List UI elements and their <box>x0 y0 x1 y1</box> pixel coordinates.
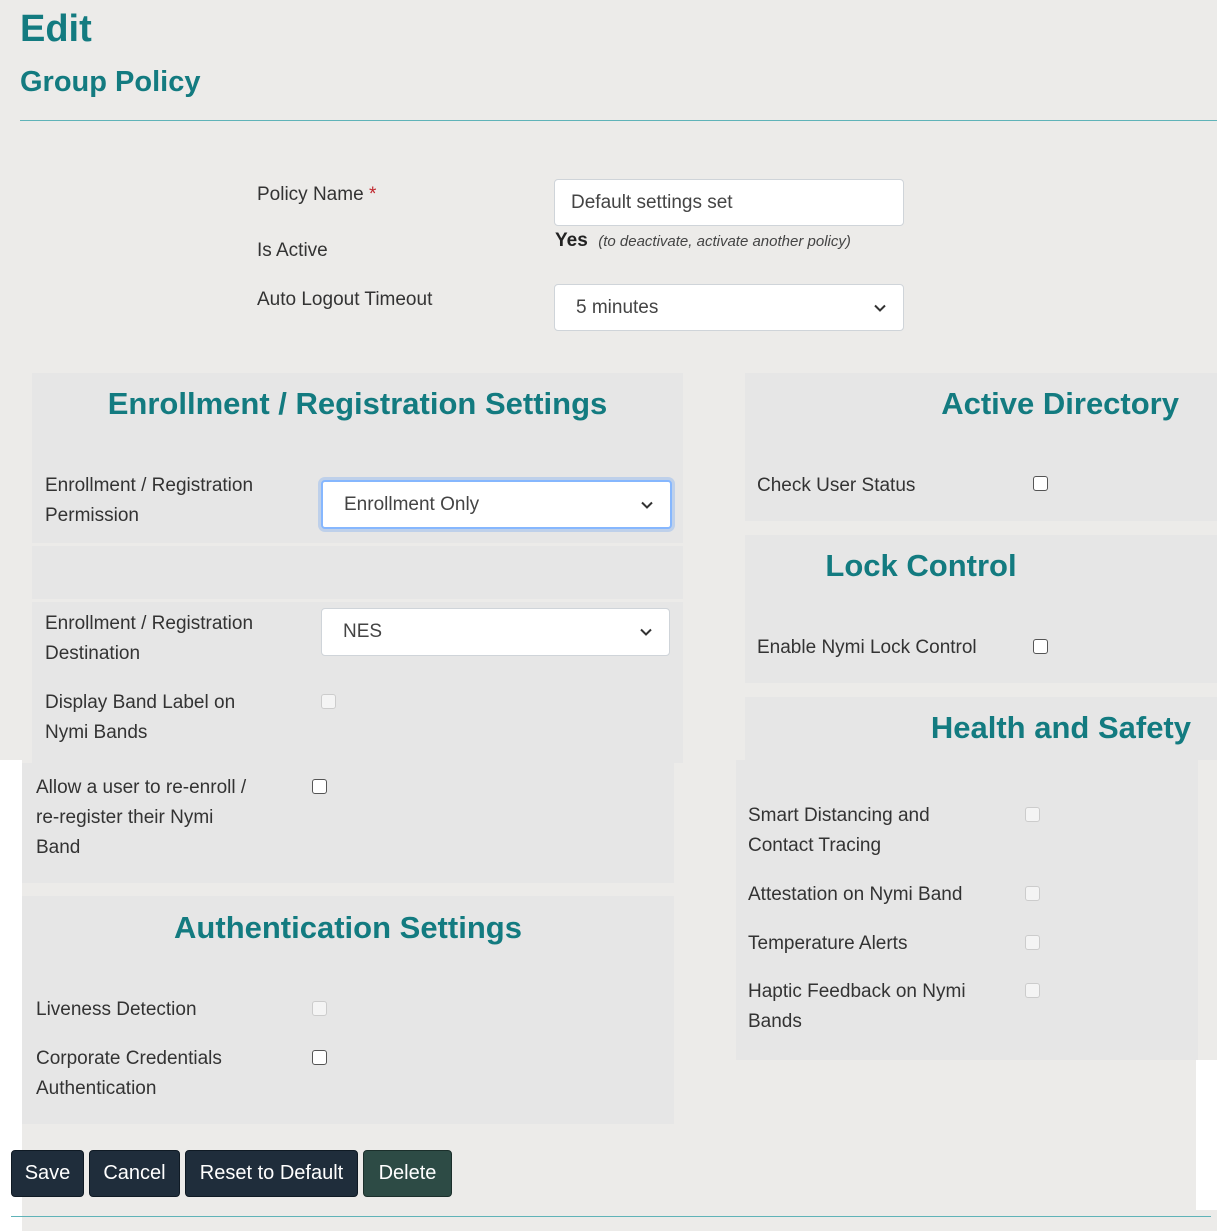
policy-name-input[interactable] <box>554 179 904 226</box>
check-user-status-label: Check User Status <box>757 475 916 496</box>
enrollment-destination-value: NES <box>343 621 383 642</box>
is-active-label: Is Active <box>257 240 328 261</box>
required-mark: * <box>368 184 377 205</box>
is-active-note: (to deactivate, activate another policy) <box>598 233 851 250</box>
cancel-button[interactable]: Cancel <box>89 1150 180 1197</box>
is-active-status <box>555 230 851 252</box>
display-band-label: Display Band Label on Nymi Bands <box>45 692 236 743</box>
auto-logout-label: Auto Logout Timeout <box>257 289 433 310</box>
haptic-checkbox[interactable] <box>1025 983 1040 998</box>
auto-logout-select[interactable] <box>554 284 904 331</box>
attestation-label: Attestation on Nymi Band <box>748 884 963 905</box>
liveness-checkbox[interactable] <box>312 1001 327 1016</box>
liveness-label: Liveness Detection <box>36 999 197 1020</box>
active-directory-title: Active Directory <box>941 386 1179 421</box>
enrollment-permission-label: Enrollment / Registration Permission <box>45 475 254 526</box>
reset-default-button[interactable]: Reset to Default <box>185 1150 358 1197</box>
page-subtitle: Group Policy <box>20 66 201 98</box>
page-title: Edit <box>20 8 92 50</box>
distancing-checkbox[interactable] <box>1025 807 1040 822</box>
panel-gap <box>32 599 683 602</box>
enable-lock-control-label: Enable Nymi Lock Control <box>757 637 977 658</box>
auto-logout-value: 5 minutes <box>576 296 659 318</box>
footer-divider <box>11 1216 1211 1217</box>
corporate-credentials-label: Corporate Credentials Authentication <box>36 1048 222 1099</box>
display-band-checkbox[interactable] <box>321 694 336 709</box>
authentication-title: Authentication Settings <box>174 910 522 945</box>
distancing-label: Smart Distancing and Contact Tracing <box>748 805 930 856</box>
temperature-checkbox[interactable] <box>1025 935 1040 950</box>
save-button[interactable]: Save <box>11 1150 84 1197</box>
policy-name-value: Default settings set <box>571 191 733 213</box>
enable-lock-control-checkbox[interactable] <box>1033 639 1048 654</box>
lock-control-title: Lock Control <box>825 548 1017 583</box>
enrollment-destination-label: Enrollment / Registration Destination <box>45 613 254 664</box>
delete-button[interactable]: Delete <box>363 1150 452 1197</box>
reenroll-checkbox[interactable] <box>312 779 327 794</box>
attestation-checkbox[interactable] <box>1025 886 1040 901</box>
is-active-value: Yes <box>555 230 588 251</box>
enrollment-permission-select[interactable] <box>321 480 672 529</box>
health-title: Health and Safety <box>930 710 1191 745</box>
chevron-down-icon <box>639 625 653 639</box>
enrollment-destination-select[interactable] <box>321 608 670 656</box>
enrollment-permission-value: Enrollment Only <box>344 493 480 515</box>
reenroll-label: Allow a user to re-enroll / re-register their Nymi Band <box>36 777 247 858</box>
panel-gap <box>32 543 683 546</box>
enrollment-title: Enrollment / Registration Settings <box>107 386 608 421</box>
header-divider <box>20 120 1217 121</box>
haptic-label: Haptic Feedback on Nymi Bands <box>748 981 966 1032</box>
corporate-credentials-checkbox[interactable] <box>312 1050 327 1065</box>
chevron-down-icon <box>640 498 654 512</box>
policy-name-label: Policy Name * <box>257 184 377 205</box>
check-user-status-checkbox[interactable] <box>1033 476 1048 491</box>
chevron-down-icon <box>873 301 887 315</box>
temperature-label: Temperature Alerts <box>748 933 908 954</box>
edge-strip-right <box>1196 1060 1217 1210</box>
